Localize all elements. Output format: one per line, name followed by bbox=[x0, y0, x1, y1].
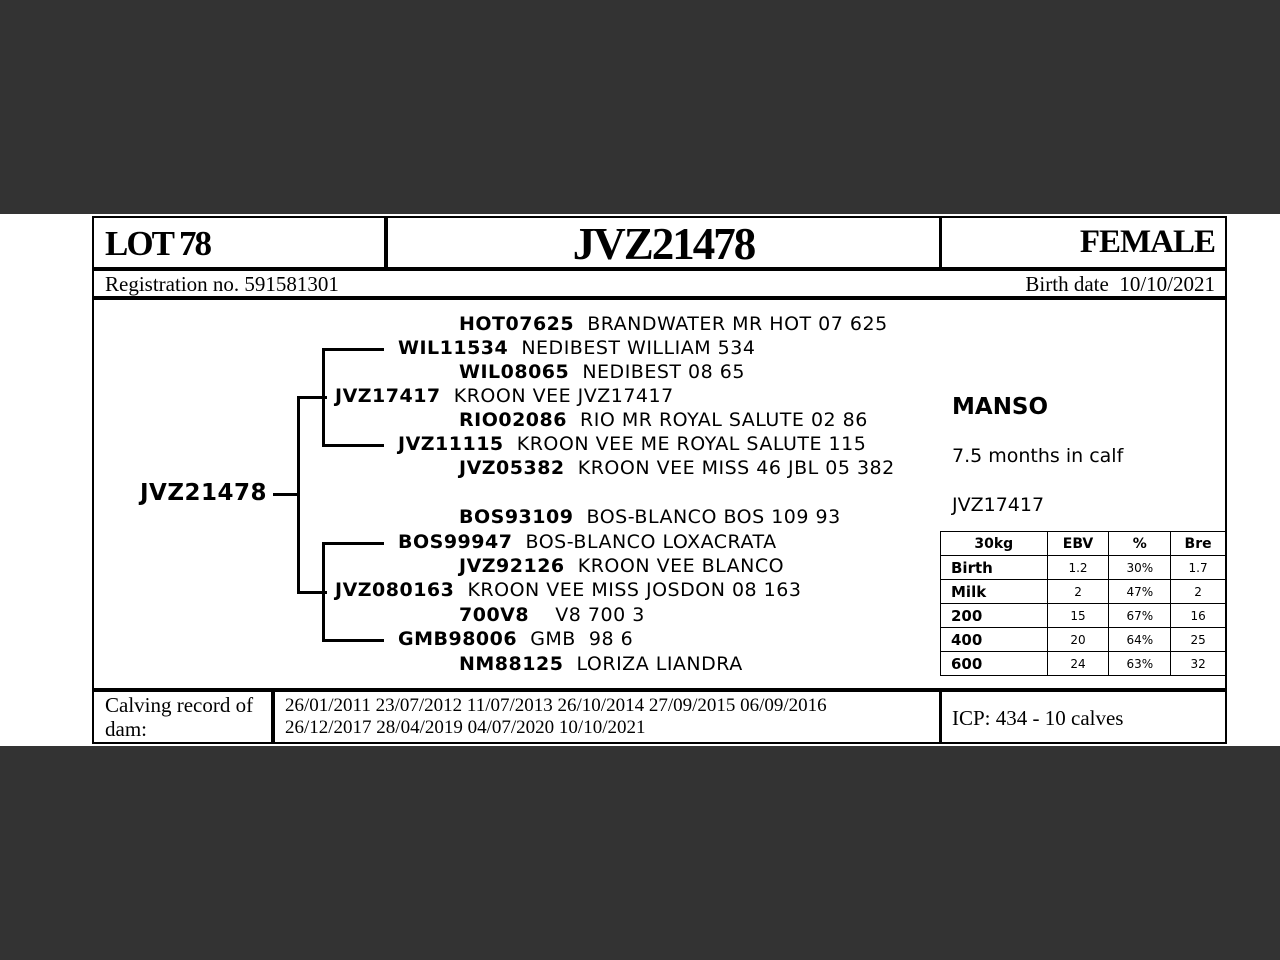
ebv-cell: 2 bbox=[1171, 580, 1226, 604]
ebv-cell: 47% bbox=[1109, 580, 1171, 604]
parents-vertical bbox=[297, 396, 300, 593]
pedigree-dam-dam: GMB98006 GMB 98 6 bbox=[398, 628, 634, 650]
pedigree-sire-sire: WIL11534 NEDIBEST WILLIAM 534 bbox=[398, 337, 756, 359]
ebv-row-label: Milk bbox=[941, 580, 1048, 604]
calving-label-box bbox=[92, 690, 273, 744]
icp-box bbox=[940, 690, 1227, 744]
subject-connector bbox=[273, 493, 297, 496]
ebv-header-cell: 30kg bbox=[941, 532, 1048, 556]
pedigree-sire-dam: JVZ11115 KROON VEE ME ROYAL SALUTE 115 bbox=[398, 433, 867, 455]
ebv-cell: 20 bbox=[1047, 628, 1109, 652]
lot-number: LOT 78 bbox=[105, 224, 211, 263]
sire-dam-connector bbox=[322, 444, 384, 447]
pedigree-dam-sire-dam: JVZ92126 KROON VEE BLANCO bbox=[459, 555, 785, 577]
ebv-header-cell: Bre bbox=[1171, 532, 1226, 556]
ebv-cell: 67% bbox=[1109, 604, 1171, 628]
ebv-row-label: 200 bbox=[941, 604, 1048, 628]
ebv-row-label: Birth bbox=[941, 556, 1048, 580]
subject-id: JVZ21478 bbox=[140, 480, 268, 506]
registration-row bbox=[92, 269, 1227, 298]
breed-label: MANSO bbox=[952, 394, 1049, 420]
sex-label: FEMALE bbox=[1079, 224, 1215, 260]
sire-vertical bbox=[322, 348, 325, 447]
ebv-cell: 16 bbox=[1171, 604, 1226, 628]
ebv-row bbox=[941, 580, 1226, 604]
lot-box bbox=[92, 216, 386, 269]
birth-date: Birth date 10/10/2021 bbox=[1025, 272, 1215, 296]
ebv-row bbox=[941, 652, 1226, 676]
pedigree-sire-sire-dam: WIL08065 NEDIBEST 08 65 bbox=[459, 361, 745, 383]
calving-label: Calving record of dam: bbox=[105, 693, 254, 741]
dam-dam-connector bbox=[322, 639, 384, 642]
sire-sire-connector bbox=[322, 348, 384, 351]
dam-sire-connector bbox=[322, 542, 384, 545]
animal-id-title: JVZ21478 bbox=[572, 219, 755, 269]
calving-dates-line-2: 26/12/2017 28/04/2019 04/07/2020 10/10/2021 bbox=[285, 717, 646, 738]
calving-dates-box bbox=[273, 690, 941, 744]
ebv-row-label: 400 bbox=[941, 628, 1048, 652]
ebv-cell: 64% bbox=[1109, 628, 1171, 652]
ebv-cell: 1.7 bbox=[1171, 556, 1226, 580]
ebv-cell: 1.2 bbox=[1047, 556, 1109, 580]
ebv-cell: 25 bbox=[1171, 628, 1226, 652]
pedigree-dam-sire-sire: BOS93109 BOS-BLANCO BOS 109 93 bbox=[459, 506, 841, 528]
registration-number: Registration no. 591581301 bbox=[105, 272, 339, 296]
pedigree-sire: JVZ17417 KROON VEE JVZ17417 bbox=[335, 385, 674, 407]
lot-card bbox=[0, 214, 1280, 746]
ebv-header-cell: % bbox=[1109, 532, 1171, 556]
pedigree-dam: JVZ080163 KROON VEE MISS JOSDON 08 163 bbox=[335, 579, 802, 601]
pedigree-sire-sire-sire: HOT07625 BRANDWATER MR HOT 07 625 bbox=[459, 313, 888, 335]
ebv-row-label: 600 bbox=[941, 652, 1048, 676]
pedigree-sire-dam-dam: JVZ05382 KROON VEE MISS 46 JBL 05 382 bbox=[459, 457, 895, 479]
sex-box bbox=[940, 216, 1227, 269]
ebv-cell: 32 bbox=[1171, 652, 1226, 676]
ebv-header-row bbox=[941, 532, 1226, 556]
pedigree-dam-sire: BOS99947 BOS-BLANCO LOXACRATA bbox=[398, 531, 777, 553]
ebv-cell: 2 bbox=[1047, 580, 1109, 604]
ebv-row bbox=[941, 604, 1226, 628]
ebv-cell: 30% bbox=[1109, 556, 1171, 580]
icp-summary: ICP: 434 - 10 calves bbox=[952, 706, 1124, 730]
pedigree-sire-dam-sire: RIO02086 RIO MR ROYAL SALUTE 02 86 bbox=[459, 409, 868, 431]
calving-dates-line-1: 26/01/2011 23/07/2012 11/07/2013 26/10/2014 27/09/2015 06/09/2016 bbox=[285, 695, 827, 716]
ebv-row bbox=[941, 556, 1226, 580]
ebv-cell: 63% bbox=[1109, 652, 1171, 676]
service-sire: JVZ17417 bbox=[952, 494, 1045, 516]
pedigree-dam-dam-sire: 700V8 V8 700 3 bbox=[459, 604, 645, 626]
ebv-row bbox=[941, 628, 1226, 652]
ebv-header-cell: EBV bbox=[1047, 532, 1109, 556]
pregnancy-status: 7.5 months in calf bbox=[952, 445, 1124, 467]
ebv-cell: 24 bbox=[1047, 652, 1109, 676]
pedigree-dam-dam-dam: NM88125 LORIZA LIANDRA bbox=[459, 653, 743, 675]
animal-id-box bbox=[386, 216, 941, 269]
ebv-table bbox=[940, 531, 1226, 676]
ebv-cell: 15 bbox=[1047, 604, 1109, 628]
dam-vertical bbox=[322, 542, 325, 642]
